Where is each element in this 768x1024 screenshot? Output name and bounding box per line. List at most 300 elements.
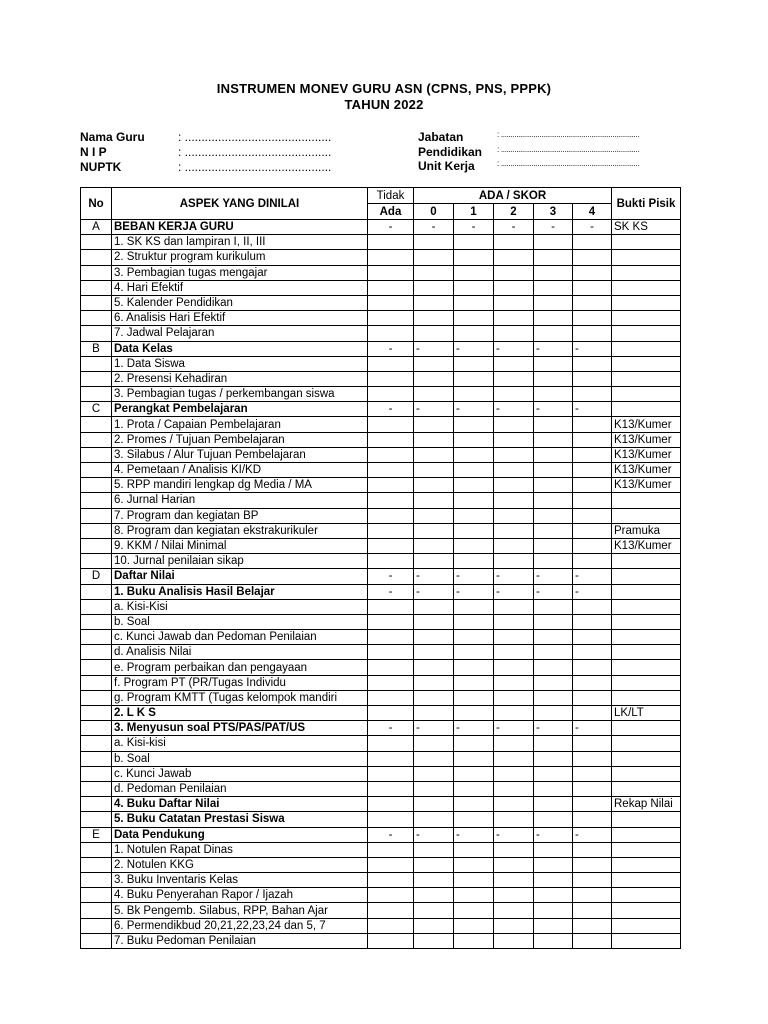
tidak-ada-cell [368, 781, 414, 796]
score-cell [534, 508, 573, 523]
score-cell [573, 493, 612, 508]
score-cell [454, 918, 494, 933]
score-cell [454, 614, 494, 629]
score-cell [534, 478, 573, 493]
score-cell [534, 250, 573, 265]
tidak-ada-cell [368, 387, 414, 402]
row-aspek: 2. Presensi Kehadiran [112, 371, 368, 386]
tidak-ada-cell [368, 873, 414, 888]
row-no [81, 447, 112, 462]
tidak-ada-cell [368, 235, 414, 250]
score-cell: - [414, 827, 454, 842]
row-bukti [612, 827, 681, 842]
table-row [81, 584, 681, 599]
score-cell [414, 797, 454, 812]
row-bukti [612, 387, 681, 402]
score-cell [494, 706, 534, 721]
header-score-3: 3 [534, 204, 573, 220]
row-bukti [612, 675, 681, 690]
row-no [81, 751, 112, 766]
table-row [81, 311, 681, 326]
table-row [81, 280, 681, 295]
score-cell [414, 918, 454, 933]
score-cell: - [414, 220, 454, 235]
row-bukti [612, 690, 681, 705]
row-bukti [612, 766, 681, 781]
score-cell [534, 675, 573, 690]
score-cell [454, 675, 494, 690]
score-cell [573, 295, 612, 310]
score-cell: - [494, 584, 534, 599]
row-no [81, 781, 112, 796]
tidak-ada-cell [368, 599, 414, 614]
score-cell [573, 463, 612, 478]
score-cell [454, 387, 494, 402]
tidak-ada-cell [368, 706, 414, 721]
score-cell [534, 523, 573, 538]
table-row [81, 523, 681, 538]
table-row [81, 751, 681, 766]
score-cell [573, 797, 612, 812]
tidak-ada-cell [368, 371, 414, 386]
score-cell [414, 766, 454, 781]
header-no: No [81, 188, 112, 220]
row-bukti [612, 599, 681, 614]
row-bukti [612, 371, 681, 386]
row-no [81, 523, 112, 538]
page-title: INSTRUMEN MONEV GURU ASN (CPNS, PNS, PPPK) [216, 81, 552, 96]
table-row [81, 675, 681, 690]
tidak-ada-cell [368, 888, 414, 903]
score-cell [454, 812, 494, 827]
score-cell [494, 873, 534, 888]
row-aspek: 5. Buku Catatan Prestasi Siswa [112, 812, 368, 827]
row-no [81, 295, 112, 310]
score-cell [534, 280, 573, 295]
table-row [81, 432, 681, 447]
score-cell [573, 751, 612, 766]
tidak-ada-cell [368, 432, 414, 447]
score-cell [494, 371, 534, 386]
score-cell [414, 447, 454, 462]
score-cell [573, 812, 612, 827]
table-row [81, 857, 681, 872]
score-cell [534, 554, 573, 569]
row-bukti [612, 933, 681, 948]
score-cell [454, 766, 494, 781]
tidak-ada-cell [368, 690, 414, 705]
row-no [81, 311, 112, 326]
tidak-ada-cell: - [368, 584, 414, 599]
score-cell [414, 599, 454, 614]
score-cell [414, 508, 454, 523]
score-cell: - [414, 721, 454, 736]
row-no [81, 766, 112, 781]
row-no [81, 326, 112, 341]
score-cell [534, 842, 573, 857]
score-cell [454, 630, 494, 645]
table-row [81, 721, 681, 736]
row-no [81, 463, 112, 478]
jabatan-field: : ........................................................................ [497, 130, 640, 139]
tidak-ada-cell: - [368, 721, 414, 736]
score-cell [534, 295, 573, 310]
table-row [81, 660, 681, 675]
score-cell [454, 933, 494, 948]
row-aspek: g. Program KMTT (Tugas kelompok mandiri [112, 690, 368, 705]
score-cell [534, 706, 573, 721]
score-cell [414, 523, 454, 538]
unit-kerja-field: : ........................................................................ [497, 159, 640, 168]
row-no [81, 660, 112, 675]
score-cell [494, 538, 534, 553]
tidak-ada-cell [368, 523, 414, 538]
row-bukti [612, 842, 681, 857]
tidak-ada-cell [368, 493, 414, 508]
score-cell [414, 675, 454, 690]
score-cell: - [454, 220, 494, 235]
row-aspek: 4. Buku Daftar Nilai [112, 797, 368, 812]
score-cell [573, 554, 612, 569]
nip-field: : ............................................ [178, 145, 332, 159]
row-aspek: 3. Silabus / Alur Tujuan Pembelajaran [112, 447, 368, 462]
score-cell [573, 645, 612, 660]
score-cell [534, 857, 573, 872]
score-cell [454, 235, 494, 250]
score-cell [573, 630, 612, 645]
table-row [81, 888, 681, 903]
row-aspek: 9. KKM / Nilai Minimal [112, 538, 368, 553]
table-row [81, 630, 681, 645]
score-cell [454, 295, 494, 310]
score-cell [573, 432, 612, 447]
header-score-1: 1 [454, 204, 494, 220]
row-no: B [81, 341, 112, 356]
row-aspek: 4. Hari Efektif [112, 280, 368, 295]
score-cell [534, 614, 573, 629]
score-cell [414, 538, 454, 553]
score-cell [494, 508, 534, 523]
table-row [81, 250, 681, 265]
row-bukti [612, 812, 681, 827]
score-cell [494, 766, 534, 781]
row-aspek: 6. Jurnal Harian [112, 493, 368, 508]
row-aspek: 3. Buku Inventaris Kelas [112, 873, 368, 888]
score-cell: - [534, 402, 573, 417]
score-cell [494, 265, 534, 280]
row-aspek: 4. Buku Penyerahan Rapor / Ijazah [112, 888, 368, 903]
score-cell [534, 751, 573, 766]
tidak-ada-cell [368, 280, 414, 295]
score-cell: - [534, 827, 573, 842]
nip-label: N I P [80, 145, 107, 159]
page-subtitle: TAHUN 2022 [344, 97, 424, 112]
row-bukti [612, 402, 681, 417]
row-aspek: 7. Buku Pedoman Penilaian [112, 933, 368, 948]
row-no [81, 614, 112, 629]
table-row [81, 417, 681, 432]
row-bukti [612, 630, 681, 645]
tidak-ada-cell [368, 857, 414, 872]
table-row [81, 447, 681, 462]
row-no [81, 356, 112, 371]
row-no [81, 599, 112, 614]
score-cell [534, 326, 573, 341]
score-cell [414, 235, 454, 250]
table-row [81, 220, 681, 235]
score-cell [414, 265, 454, 280]
score-cell [414, 326, 454, 341]
row-aspek: f. Program PT (PR/Tugas Individu [112, 675, 368, 690]
score-cell [494, 250, 534, 265]
row-no [81, 903, 112, 918]
tidak-ada-cell [368, 751, 414, 766]
row-aspek: 5. Kalender Pendidikan [112, 295, 368, 310]
row-no [81, 812, 112, 827]
row-bukti: K13/Kumer [612, 432, 681, 447]
row-no: C [81, 402, 112, 417]
score-cell [454, 311, 494, 326]
score-cell [454, 523, 494, 538]
score-cell [494, 295, 534, 310]
score-cell: - [534, 584, 573, 599]
score-cell [573, 933, 612, 948]
score-cell [573, 235, 612, 250]
score-cell [414, 873, 454, 888]
score-cell [454, 326, 494, 341]
score-cell [454, 660, 494, 675]
score-cell: - [414, 402, 454, 417]
score-cell [573, 873, 612, 888]
table-body [81, 220, 681, 949]
row-no [81, 645, 112, 660]
table-row [81, 235, 681, 250]
score-cell [414, 478, 454, 493]
score-cell: - [494, 827, 534, 842]
tidak-ada-cell [368, 614, 414, 629]
score-cell [534, 432, 573, 447]
row-no [81, 933, 112, 948]
score-cell [494, 311, 534, 326]
table-row [81, 508, 681, 523]
score-cell [534, 736, 573, 751]
row-no [81, 554, 112, 569]
score-cell [454, 842, 494, 857]
score-cell [414, 356, 454, 371]
row-bukti [612, 660, 681, 675]
row-bukti [612, 857, 681, 872]
table-row [81, 614, 681, 629]
tidak-ada-cell: - [368, 341, 414, 356]
row-bukti: K13/Kumer [612, 478, 681, 493]
score-cell [534, 417, 573, 432]
row-no [81, 736, 112, 751]
score-cell [494, 645, 534, 660]
pendidikan-field: : ........................................................................ [497, 145, 640, 154]
score-cell [454, 599, 494, 614]
row-aspek: d. Analisis Nilai [112, 645, 368, 660]
score-cell: - [573, 827, 612, 842]
row-aspek: 6. Analisis Hari Efektif [112, 311, 368, 326]
row-aspek: 3. Pembagian tugas mengajar [112, 265, 368, 280]
score-cell [414, 888, 454, 903]
row-no [81, 797, 112, 812]
row-aspek: a. Kisi-kisi [112, 736, 368, 751]
score-cell [534, 371, 573, 386]
score-cell [573, 660, 612, 675]
score-cell: - [534, 569, 573, 584]
score-cell [454, 736, 494, 751]
table-row [81, 569, 681, 584]
row-bukti: K13/Kumer [612, 463, 681, 478]
pendidikan-label: Pendidikan [418, 145, 483, 159]
score-cell [494, 280, 534, 295]
score-cell [494, 326, 534, 341]
table-row [81, 493, 681, 508]
tidak-ada-cell [368, 645, 414, 660]
table-row [81, 781, 681, 796]
score-cell [414, 857, 454, 872]
score-cell [454, 751, 494, 766]
score-cell [454, 356, 494, 371]
tidak-ada-cell [368, 295, 414, 310]
tidak-ada-cell [368, 463, 414, 478]
row-no [81, 432, 112, 447]
score-cell [534, 660, 573, 675]
row-bukti: Pramuka [612, 523, 681, 538]
header-tidak: Tidak [368, 188, 414, 204]
score-cell [414, 630, 454, 645]
header-ada-skor: ADA / SKOR [414, 188, 612, 204]
score-cell [573, 523, 612, 538]
score-cell [414, 903, 454, 918]
tidak-ada-cell [368, 812, 414, 827]
tidak-ada-cell [368, 660, 414, 675]
row-bukti: K13/Kumer [612, 447, 681, 462]
score-cell [454, 265, 494, 280]
row-no [81, 417, 112, 432]
score-cell [534, 812, 573, 827]
score-cell [414, 387, 454, 402]
score-cell [414, 371, 454, 386]
score-cell [494, 842, 534, 857]
score-cell: - [534, 220, 573, 235]
score-cell [454, 706, 494, 721]
table-row [81, 599, 681, 614]
score-cell [494, 888, 534, 903]
score-cell [494, 675, 534, 690]
score-cell [573, 280, 612, 295]
header-aspek: ASPEK YANG DINILAI [112, 188, 368, 220]
score-cell [414, 432, 454, 447]
score-cell [414, 842, 454, 857]
row-aspek: 10. Jurnal penilaian sikap [112, 554, 368, 569]
row-no [81, 280, 112, 295]
row-aspek: b. Soal [112, 614, 368, 629]
score-cell [494, 857, 534, 872]
score-cell [454, 463, 494, 478]
row-no [81, 538, 112, 553]
score-cell [494, 235, 534, 250]
score-cell [573, 387, 612, 402]
tidak-ada-cell: - [368, 220, 414, 235]
score-cell [494, 614, 534, 629]
score-cell [414, 417, 454, 432]
score-cell [454, 873, 494, 888]
score-cell: - [414, 341, 454, 356]
score-cell: - [573, 402, 612, 417]
table-row [81, 356, 681, 371]
row-bukti [612, 584, 681, 599]
unit-kerja-label: Unit Kerja [418, 159, 475, 173]
row-no [81, 235, 112, 250]
row-bukti [612, 554, 681, 569]
score-cell: - [454, 341, 494, 356]
row-aspek: 1. Data Siswa [112, 356, 368, 371]
score-cell: - [414, 569, 454, 584]
score-cell [414, 295, 454, 310]
row-bukti [612, 508, 681, 523]
row-aspek: 7. Jadwal Pelajaran [112, 326, 368, 341]
score-cell [414, 554, 454, 569]
score-cell [454, 478, 494, 493]
row-bukti [612, 311, 681, 326]
score-cell [573, 417, 612, 432]
score-cell [573, 736, 612, 751]
table-row [81, 766, 681, 781]
score-cell [573, 614, 612, 629]
row-bukti [612, 918, 681, 933]
score-cell [573, 356, 612, 371]
score-cell: - [534, 341, 573, 356]
tidak-ada-cell: - [368, 569, 414, 584]
score-cell [534, 918, 573, 933]
header-score-2: 2 [494, 204, 534, 220]
score-cell: - [573, 569, 612, 584]
score-cell [494, 463, 534, 478]
score-cell [454, 857, 494, 872]
score-cell [454, 432, 494, 447]
score-cell [534, 933, 573, 948]
row-aspek: e. Program perbaikan dan pengayaan [112, 660, 368, 675]
row-bukti [612, 903, 681, 918]
tidak-ada-cell [368, 842, 414, 857]
score-cell [494, 432, 534, 447]
table-row [81, 918, 681, 933]
table-row [81, 873, 681, 888]
row-bukti: SK KS [612, 220, 681, 235]
score-cell [414, 280, 454, 295]
tidak-ada-cell [368, 265, 414, 280]
score-cell [573, 371, 612, 386]
score-cell [573, 842, 612, 857]
tidak-ada-cell [368, 766, 414, 781]
score-cell: - [454, 584, 494, 599]
header-score-0: 0 [414, 204, 454, 220]
nuptk-field: : ............................................ [178, 160, 332, 174]
tidak-ada-cell [368, 478, 414, 493]
table-row [81, 265, 681, 280]
row-no [81, 478, 112, 493]
tidak-ada-cell [368, 675, 414, 690]
row-bukti [612, 888, 681, 903]
row-bukti [612, 614, 681, 629]
table-row [81, 812, 681, 827]
score-cell [534, 356, 573, 371]
score-cell [494, 690, 534, 705]
score-cell: - [454, 569, 494, 584]
score-cell [494, 918, 534, 933]
